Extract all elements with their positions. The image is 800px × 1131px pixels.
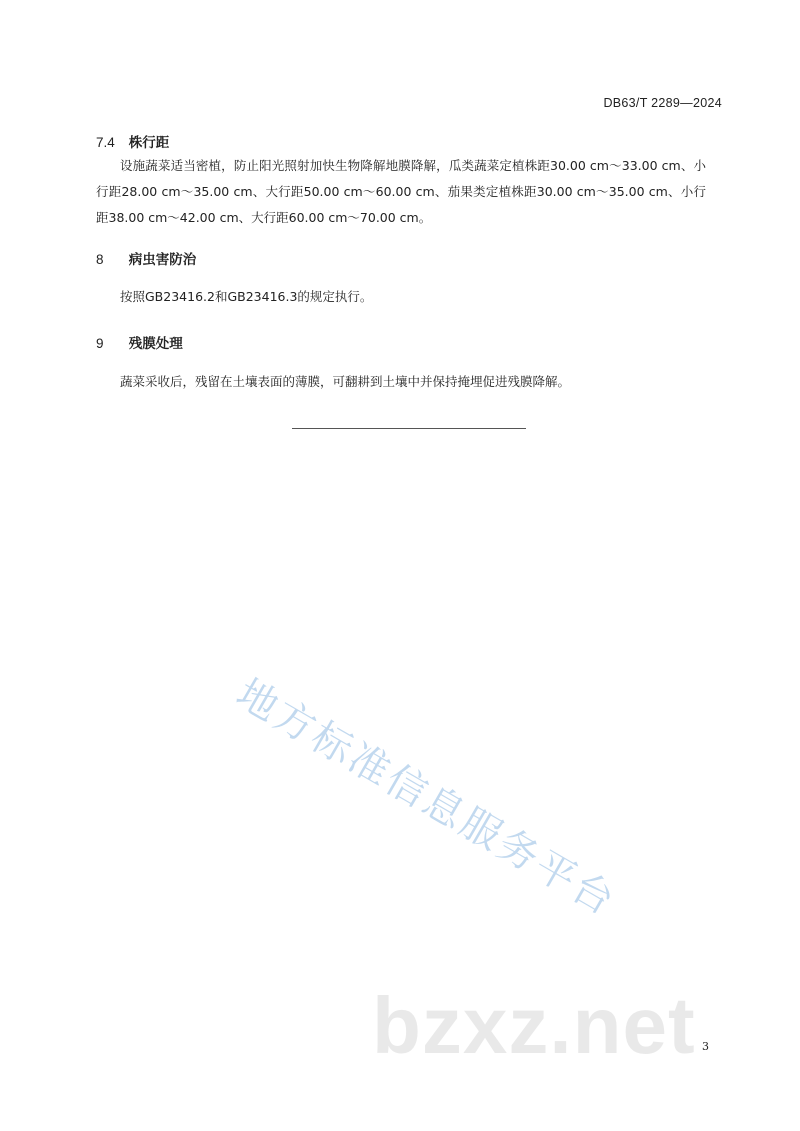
section-title: 病虫害防治 [128, 252, 197, 268]
brand-watermark: bzxz.net [372, 981, 696, 1070]
section-title: 株行距 [128, 135, 170, 151]
end-rule [292, 428, 526, 429]
section-number: 8 [96, 252, 104, 267]
section-heading-8 [96, 248, 196, 268]
section-paragraph-9: 蔬菜采收后，残留在土壤表面的薄膜，可翻耕到土壤中并保持掩埋促进残膜降解。 [120, 374, 571, 389]
page-number: 3 [702, 1040, 709, 1053]
section-heading-9 [96, 332, 183, 352]
section-paragraph-8: 按照GB23416.2和GB23416.3的规定执行。 [120, 289, 373, 304]
section-number: 7.4 [96, 135, 115, 150]
section-title: 残膜处理 [128, 336, 183, 352]
watermark-text: 地方标准信息服务平台 [228, 670, 624, 926]
section-heading-7-4 [96, 131, 169, 151]
section-number: 9 [96, 336, 104, 351]
document-code: DB63/T 2289—2024 [603, 96, 722, 110]
section-paragraph-7-4: 设施蔬菜适当密植，防止阳光照射加快生物降解地膜降解，瓜类蔬菜定植株距30.00 cm～33.00 cm、小行距28.00 cm～35.00 cm、大行距50.00 cm～60.00 cm、茄果类定植株距30.00 cm～35.00 cm、小行距38.00 cm～42.00 cm、大行距60.00 cm～70.00 cm。 [96, 158, 706, 225]
